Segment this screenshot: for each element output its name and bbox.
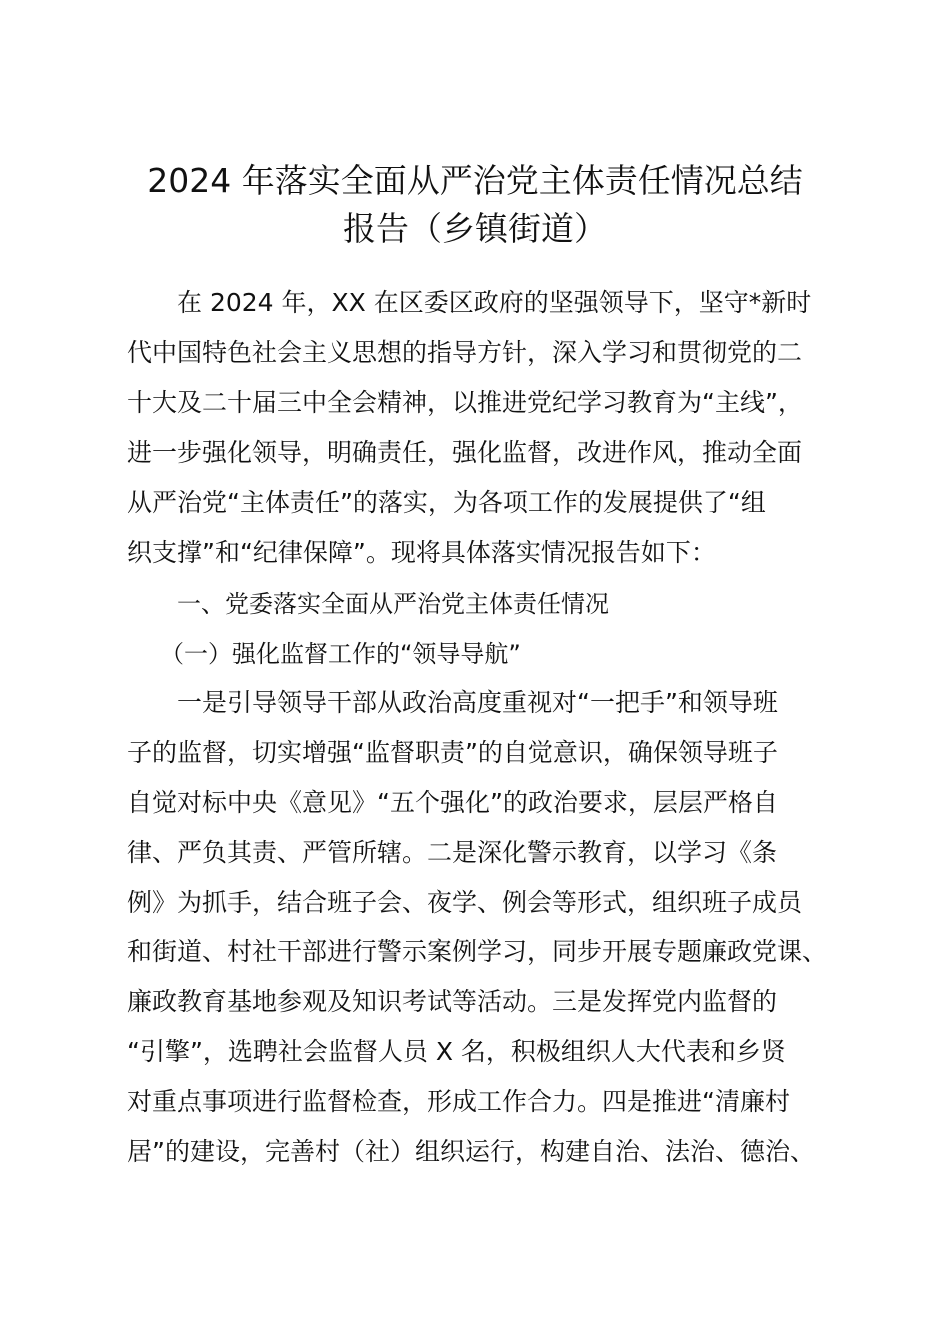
document-title-line-2: 报告（乡镇街道） <box>343 209 607 248</box>
body-line: 例》为抓手，结合班子会、夜学、例会等形式，组织班子成员 <box>127 888 803 917</box>
body-line: 一是引导领导干部从政治高度重视对“一把手”和领导班 <box>177 688 778 717</box>
body-line: 律、严负其责、严管所辖。二是深化警示教育，以学习《条 <box>127 838 778 867</box>
section-heading: 一、党委落实全面从严治党主体责任情况 <box>177 590 609 618</box>
body-line: 在 2024 年，XX 在区委区政府的坚强领导下，坚守*新时 <box>177 288 812 317</box>
document-title-line-1: 2024 年落实全面从严治党主体责任情况总结 <box>147 161 803 200</box>
body-line: 居”的建设，完善村（社）组织运行，构建自治、法治、德治、 <box>127 1137 815 1166</box>
body-line: 代中国特色社会主义思想的指导方针，深入学习和贯彻党的二 <box>127 338 803 367</box>
body-line: 从严治党“主体责任”的落实，为各项工作的发展提供了“组 <box>127 488 766 517</box>
body-line: 十大及二十届三中全会精神，以推进党纪学习教育为“主线”， <box>127 388 803 417</box>
body-line: 对重点事项进行监督检查，形成工作合力。四是推进“清廉村 <box>127 1087 790 1116</box>
body-line: 自觉对标中央《意见》“五个强化”的政治要求，层层严格自 <box>127 788 778 817</box>
body-line: 廉政教育基地参观及知识考试等活动。三是发挥党内监督的 <box>127 987 778 1016</box>
body-line: 和街道、村社干部进行警示案例学习，同步开展专题廉政党课、 <box>127 937 828 966</box>
body-line: 子的监督，切实增强“监督职责”的自觉意识，确保领导班子 <box>127 738 778 767</box>
subsection-heading: （一）强化监督工作的“领导导航” <box>160 640 521 668</box>
body-line: 织支撑”和“纪律保障”。现将具体落实情况报告如下： <box>127 538 716 567</box>
body-line: “引擎”，选聘社会监督人员 X 名，积极组织人大代表和乡贤 <box>127 1037 786 1066</box>
body-line: 进一步强化领导，明确责任，强化监督，改进作风，推动全面 <box>127 438 803 467</box>
